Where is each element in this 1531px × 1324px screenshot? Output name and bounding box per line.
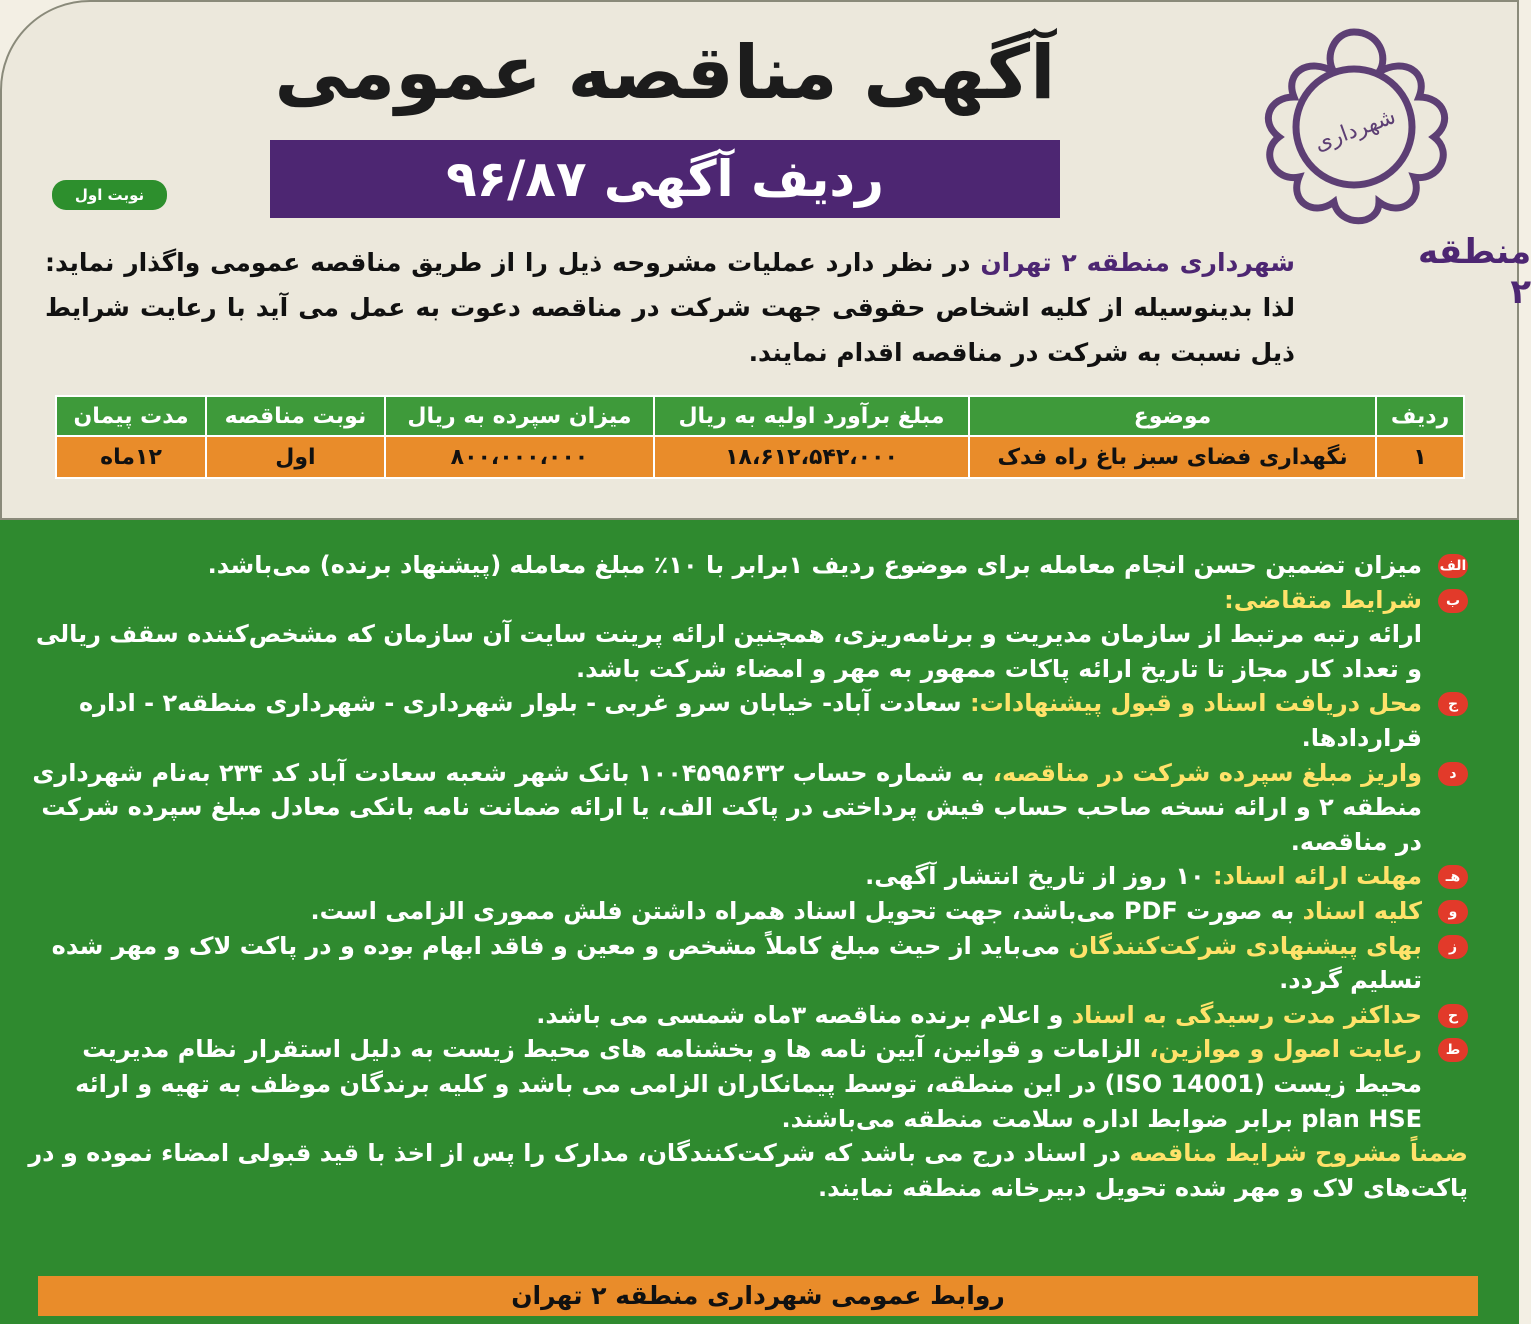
cell-deposit: ۸۰۰،۰۰۰،۰۰۰ bbox=[385, 436, 654, 478]
page-title: آگهی مناقصه عمومی bbox=[274, 30, 1056, 116]
condition-bullet: ب bbox=[1438, 589, 1468, 613]
condition-bullet: ط bbox=[1438, 1038, 1468, 1062]
condition-item: ب شرایط متقاضی: ارائه رتبه مرتبط از سازمان مدیریت و برنامه‌ریزی، همچنین ارائه پرینت سایت آن سازمان که مشخص‌کننده سقف ریالی و تعداد کار مجاز تا تاریخ ارائه پاکات ممهور به مهر و امضاء شرکت باشد. bbox=[28, 583, 1468, 687]
tehran-municipality-emblem-icon bbox=[1239, 12, 1469, 242]
table-row bbox=[56, 436, 1464, 478]
cell-round: اول bbox=[206, 436, 385, 478]
condition-bullet: ح bbox=[1438, 1004, 1468, 1028]
condition-item: و کلیه اسناد به صورت PDF می‌باشد، جهت تحویل اسناد همراه داشتن فلش مموری الزامی است. bbox=[28, 894, 1468, 929]
condition-bullet: و bbox=[1438, 900, 1468, 924]
condition-bullet: هـ bbox=[1438, 865, 1468, 889]
condition-bullet: الف bbox=[1438, 554, 1468, 578]
condition-bullet: د bbox=[1438, 762, 1468, 786]
cell-subject: نگهداری فضای سبز باغ راه فدک bbox=[969, 436, 1376, 478]
condition-item: هـ مهلت ارائه اسناد: ۱۰ روز از تاریخ انتشار آگهی. bbox=[28, 859, 1468, 894]
tender-table bbox=[55, 395, 1465, 479]
condition-item: د واریز مبلغ سپرده شرکت در مناقصه، به شماره حساب ۱۰۰۴۵۹۵۶۳۲ بانک شهر شعبه سعادت آباد کد ۲۳۴ به‌نام شهرداری منطقه ۲ و ارائه نسخه صاحب حساب فیش پرداختی در پاکت الف، یا ارائه ضمانت نامه بانکی معادل مبلغ سپرده شرکت در مناقصه. bbox=[28, 756, 1468, 860]
cell-estimate: ۱۸،۶۱۲،۵۴۲،۰۰۰ bbox=[654, 436, 969, 478]
intro-text: در نظر دارد عملیات مشروحه ذیل را از طریق مناقصه عمومی واگذار نماید: لذا بدینوسیله از کلیه اشخاص حقوقی جهت شرکت در مناقصه دعوت به عمل می آید با رعایت شرایط ذیل نسبت به شرکت در مناقصه اقدام نمایند. bbox=[45, 248, 1295, 367]
cell-duration: ۱۲ماه bbox=[56, 436, 206, 478]
region-mark: منطقه ۲ bbox=[1418, 232, 1531, 312]
condition-bullet: ز bbox=[1438, 935, 1468, 959]
condition-item: الف میزان تضمین حسن انجام معامله برای موضوع ردیف ۱برابر با ۱۰٪ مبلغ معامله (پیشنهاد برنده) می‌باشد. bbox=[207, 551, 1467, 579]
cell-row: ۱ bbox=[1376, 436, 1464, 478]
round-badge: نوبت اول bbox=[52, 180, 167, 210]
col-subject: موضوع bbox=[969, 396, 1376, 436]
condition-item: ز بهای پیشنهادی شرکت‌کنندگان می‌باید از حیث مبلغ کاملاً مشخص و معین و فاقد ابهام بوده و در پاکت لاک و مهر شده تسلیم گردد. bbox=[28, 929, 1468, 998]
col-duration: مدت پیمان bbox=[56, 396, 206, 436]
col-round: نوبت مناقصه bbox=[206, 396, 385, 436]
footer-signature: روابط عمومی شهرداری منطقه ۲ تهران bbox=[38, 1276, 1478, 1316]
col-row: ردیف bbox=[1376, 396, 1464, 436]
condition-note: ضمناً مشروح شرایط مناقصه در اسناد درج می باشد که شرکت‌کنندگان، مدارک را پس از اخذ با قید قبولی امضاء نموده و در پاکت‌های لاک و مهر شده تحویل دبیرخانه منطقه نمایند. bbox=[28, 1139, 1468, 1202]
condition-item: ج محل دریافت اسناد و قبول پیشنهادات: سعادت آباد- خیابان سرو غربی - بلوار شهرداری - شهرداری منطقه۲ - اداره قراردادها. bbox=[28, 686, 1468, 755]
intro-paragraph bbox=[45, 240, 1295, 375]
condition-item: ح حداکثر مدت رسیدگی به اسناد و اعلام برنده مناقصه ۳ماه شمسی می باشد. bbox=[28, 998, 1468, 1033]
condition-item: ط رعایت اصول و موازین، الزامات و قوانین، آیین نامه ها و بخشنامه های محیط زیست به دلیل استقرار نظام مدیریت محیط زیست (ISO 14001) در این منطقه، توسط پیمانکاران الزامی می باشد و کلیه برندگان موظف به تهیه و ارائه plan HSE برابر ضوابط اداره سلامت منطقه می‌باشند. bbox=[28, 1032, 1468, 1136]
ad-row-number: ردیف آگهی ۹۶/۸۷ bbox=[270, 140, 1060, 218]
conditions-list bbox=[28, 548, 1468, 1205]
col-estimate: مبلغ برآورد اولیه به ریال bbox=[654, 396, 969, 436]
condition-bullet: ج bbox=[1438, 692, 1468, 716]
col-deposit: میزان سپرده به ریال bbox=[385, 396, 654, 436]
intro-highlight: شهرداری منطقه ۲ تهران bbox=[980, 248, 1295, 277]
table-header-row bbox=[56, 396, 1464, 436]
svg-text:شهرداری: شهرداری bbox=[1311, 104, 1400, 157]
